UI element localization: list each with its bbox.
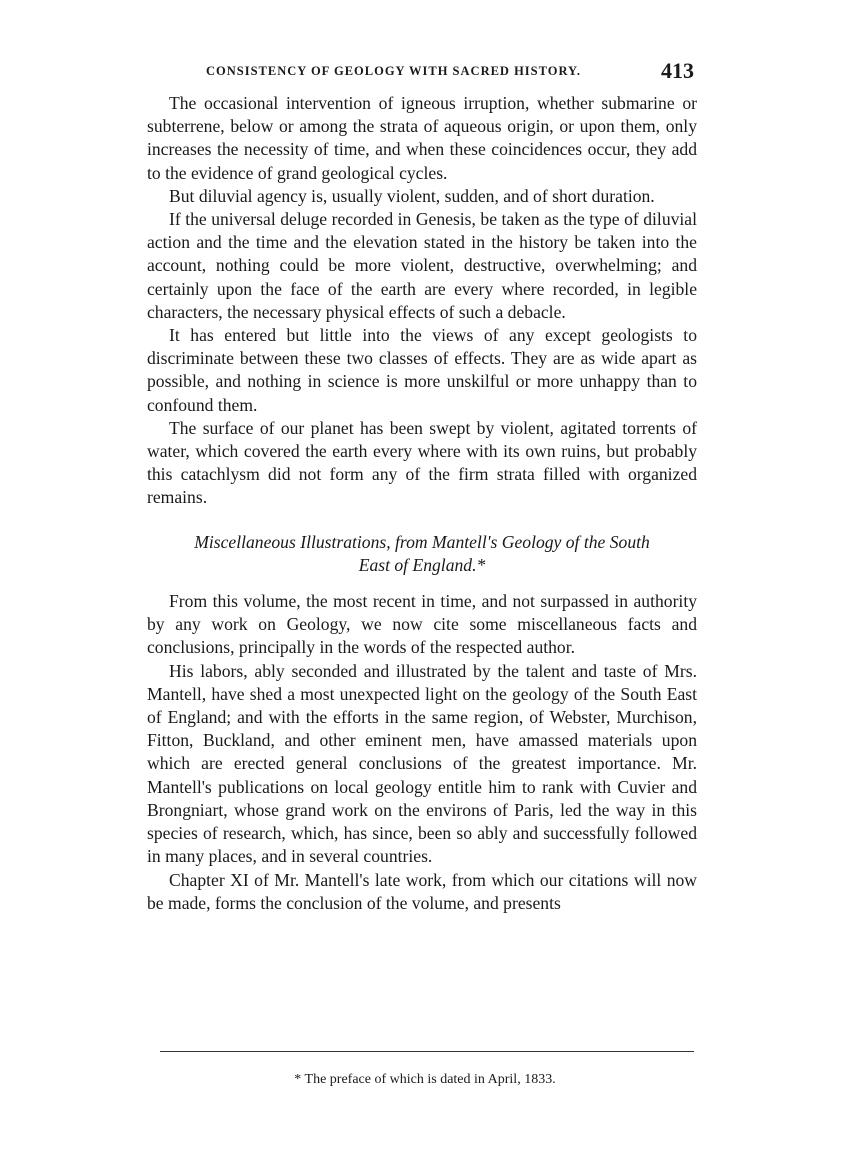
footnote-divider <box>160 1051 694 1052</box>
paragraph: The occasional intervention of igneous irruption, whether submarine or subterrene, below or among the strata of aqueous origin, or upon them, only increases the necessity of time, and when these coincidences occur, they add to the evidence of grand geological cycles. <box>147 93 697 183</box>
paragraph: Chapter XI of Mr. Mantell's late work, from which our citations will now be made, forms the conclusion of the volume, and presents <box>147 869 697 913</box>
page-number: 413 <box>661 58 694 83</box>
section-heading-line: Miscellaneous Illustrations, from Mantell's Geology of the South <box>194 531 650 552</box>
paragraph: From this volume, the most recent in time, and not surpassed in authority by any work on Geology, we now cite some miscellaneous facts and conclusions, principally in the words of the respected author. <box>147 591 697 658</box>
paragraph: His labors, ably seconded and illustrated by the talent and taste of Mrs. Mantell, have shed a most unexpected light on the geology of the South East of England; and with the efforts in the same region, of Webster, Murchison, Fitton, Buckland, and other eminent men, have amassed materials upon which are erected general conclusions of the greatest importance. Mr. Mantell's publications on local geology entitle him to rank with Cuvier and Brongniart, whose grand work on the environs of Paris, led the way in this species of research, which, has since, been so ably and successfully followed in many places, and in several countries. <box>147 660 697 867</box>
section-heading-line: East of England.* <box>358 554 486 575</box>
paragraph: If the universal deluge recorded in Genesis, be taken as the type of diluvial action and the time and the elevation stated in the history be taken into the account, nothing could be more violent, destructive, overwhelming; and certainly upon the face of the earth are every where recorded, in legible characters, the necessary physical effects of such a debacle. <box>147 209 697 322</box>
paragraph: The surface of our planet has been swept by violent, agitated torrents of water, which covered the earth every where with its own ruins, but probably this catachlysm did not form any of the firm strata filled with organized remains. <box>147 417 697 508</box>
running-head <box>147 58 697 92</box>
body-text <box>147 92 697 915</box>
footnote: * The preface of which is dated in April, 1833. <box>294 1072 556 1087</box>
page <box>147 58 697 915</box>
paragraph: It has entered but little into the views of any except geologists to discriminate between these two classes of effects. They are as wide apart as possible, and nothing in science is more unskilful or more unhappy than to confound them. <box>147 325 697 415</box>
section-heading <box>147 531 697 577</box>
paragraph: But diluvial agency is, usually violent, sudden, and of short duration. <box>169 185 655 206</box>
running-title: CONSISTENCY OF GEOLOGY WITH SACRED HISTORY. <box>206 64 582 78</box>
